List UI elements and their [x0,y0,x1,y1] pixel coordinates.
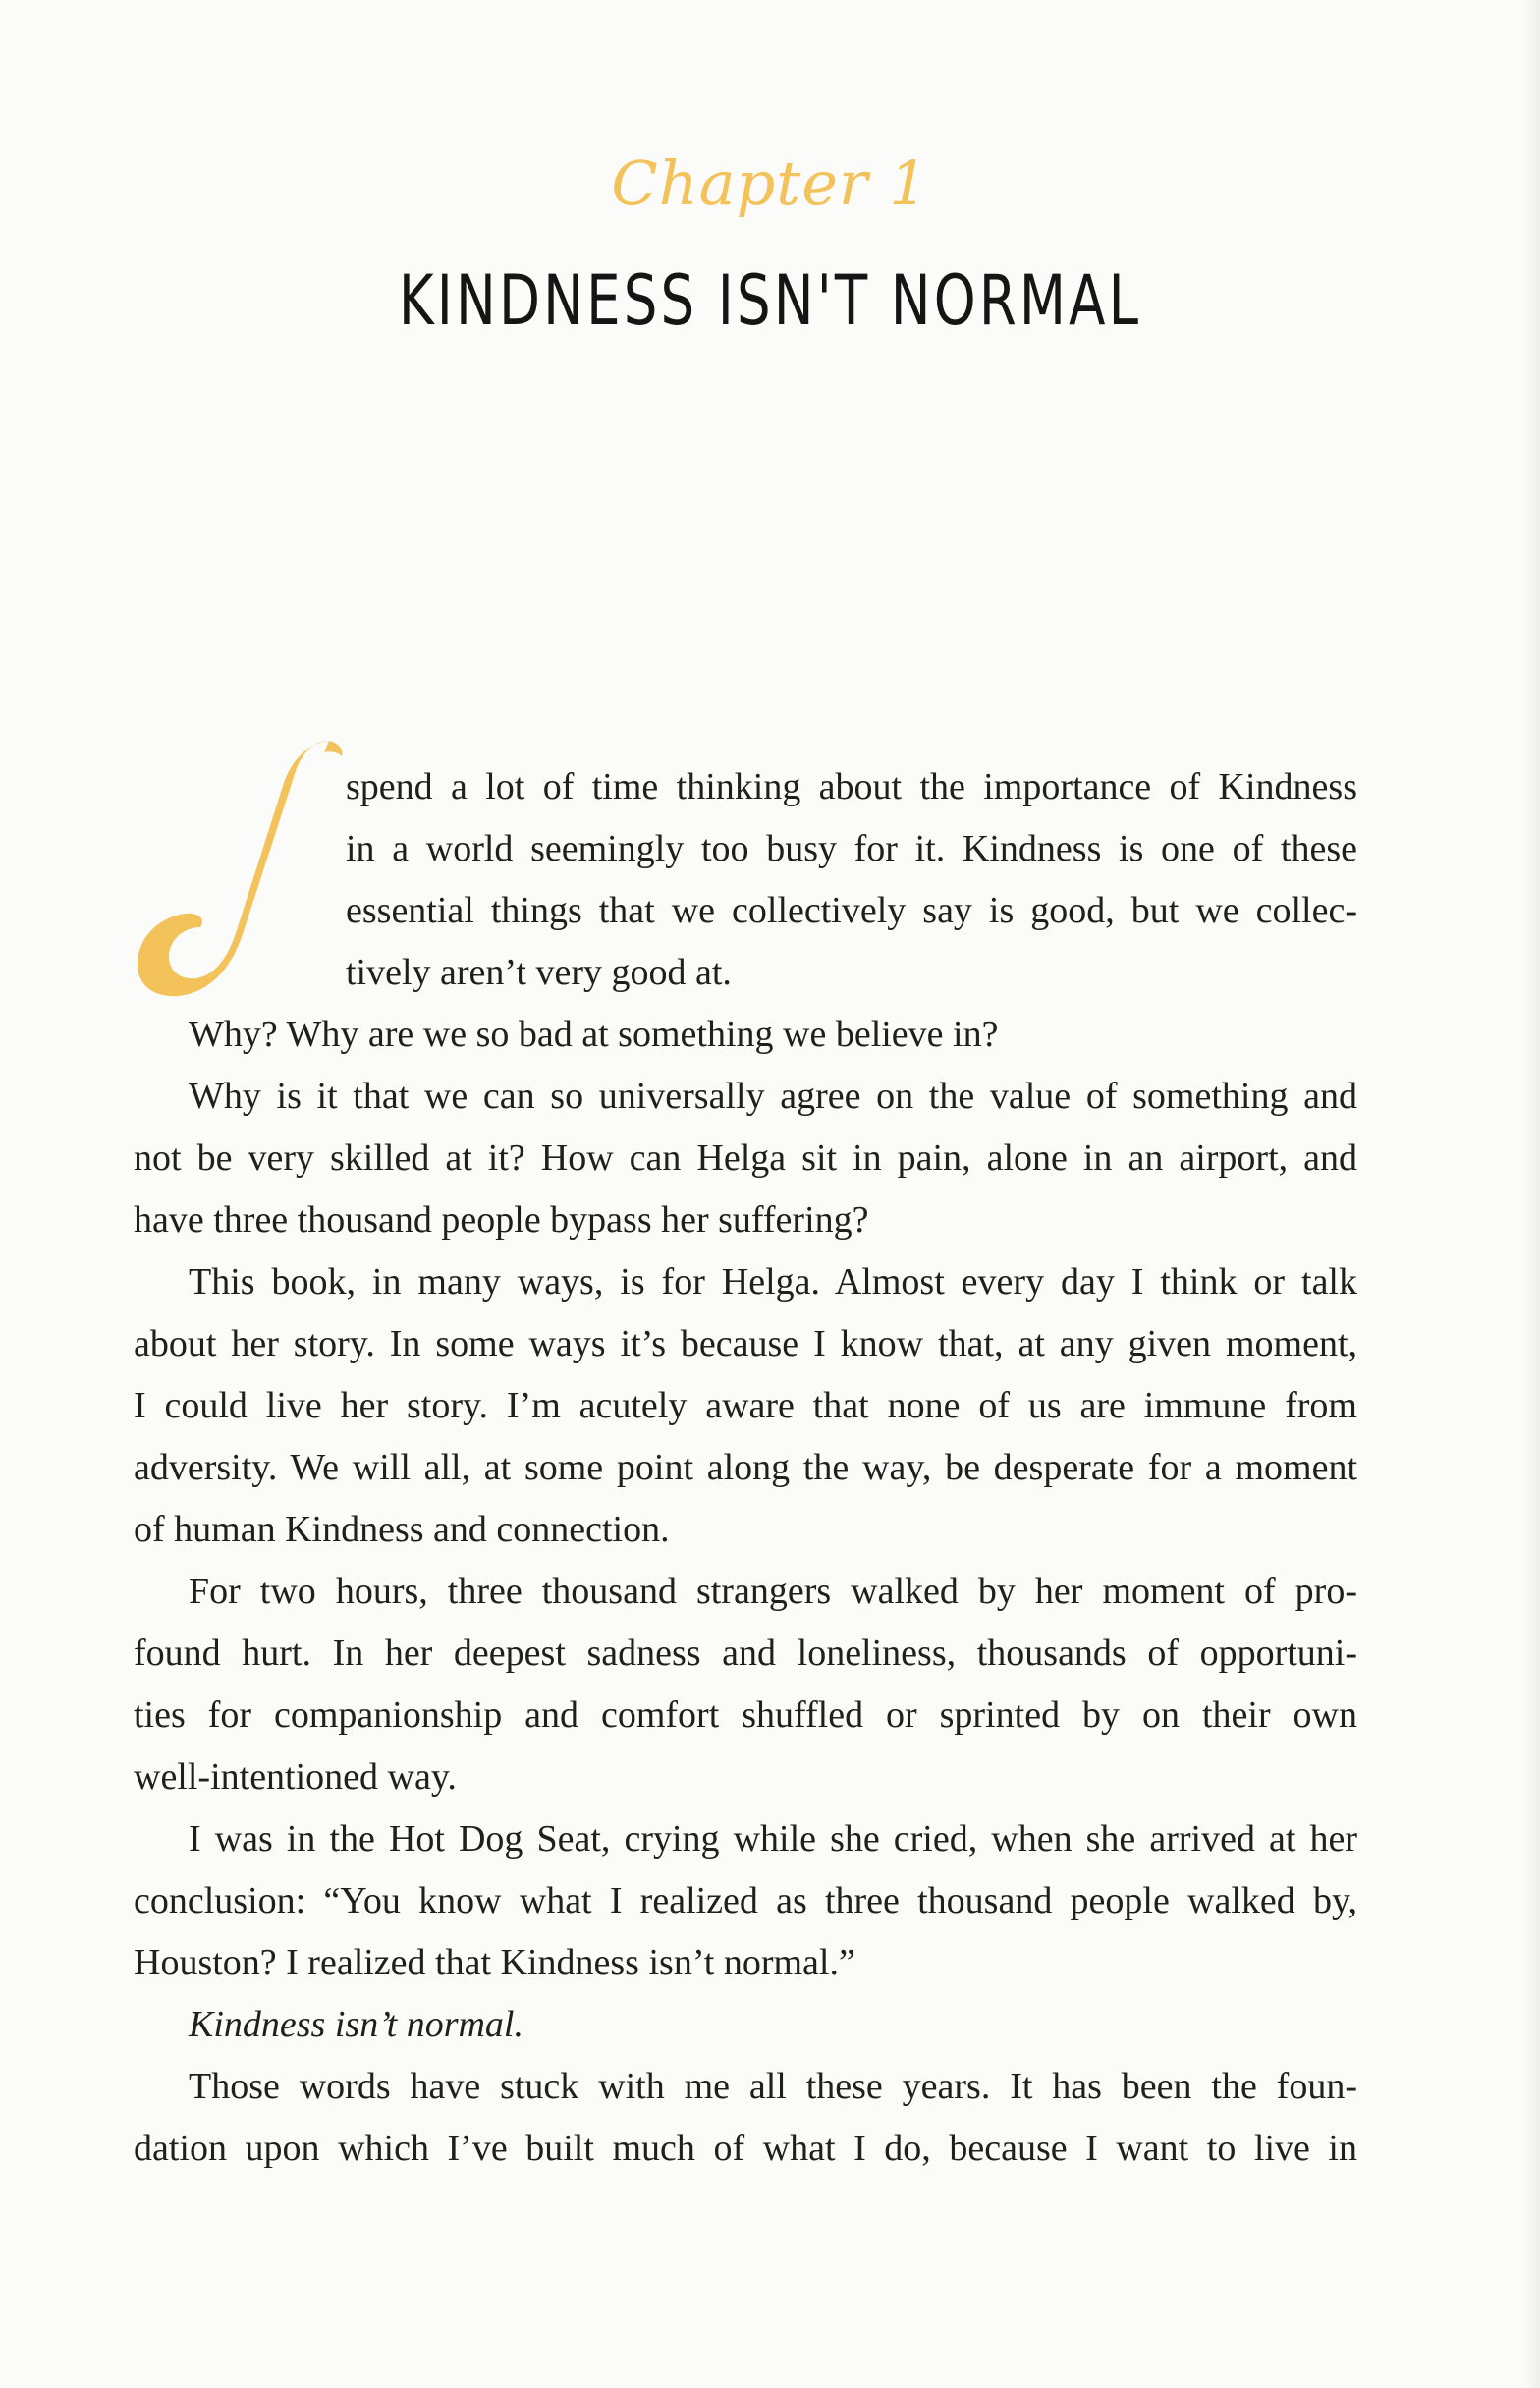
text-line: conclusion: “You know what I realized as three thousand people walked by, [134,1880,1357,1921]
chapter-title: KINDNESS ISN'T NORMAL [398,260,1142,341]
dropcap-i-icon [128,735,354,1010]
text-line: I could live her story. I’m acutely aware that none of us are immune from [134,1385,1357,1426]
dropcap-lines [346,756,1357,1004]
opening-paragraph [134,756,1357,1004]
emphasis-line: Kindness isn’t normal. [189,2004,523,2045]
text-line: This book, in many ways, is for Helga. Almost every day I think or talk [189,1261,1357,1303]
text-line: found hurt. In her deepest sadness and loneliness, thousands of opportuni- [134,1633,1357,1674]
paragraph [134,1251,1357,1561]
paragraph [134,1561,1357,1808]
paragraph [134,2056,1357,2180]
text-line: have three thousand people bypass her suffering? [134,1199,869,1241]
text-line: Those words have stuck with me all these years. It has been the foun- [189,2066,1357,2107]
text-line: essential things that we collectively say is good, but we collec- [346,890,1357,931]
text-line: about her story. In some ways it’s because I know that, at any given moment, [134,1323,1357,1364]
paragraph [134,1808,1357,1994]
paragraph [134,1994,1357,2056]
text-line: Houston? I realized that Kindness isn’t normal.” [134,1942,855,1983]
text-line: For two hours, three thousand strangers walked by her moment of pro- [189,1571,1357,1612]
text-line: in a world seemingly too busy for it. Kindness is one of these [346,828,1357,869]
text-line: dation upon which I’ve built much of what I do, because I want to live in [134,2128,1357,2169]
body-text [134,756,1357,2180]
text-line: ties for companionship and comfort shuffled or sprinted by on their own [134,1694,1357,1736]
text-line: not be very skilled at it? How can Helga sit in pain, alone in an airport, and [134,1138,1357,1179]
paragraph [134,1004,1357,1066]
text-line: Why is it that we can so universally agree on the value of something and [189,1076,1357,1117]
paragraph [134,1066,1357,1251]
text-line: well-intentioned way. [134,1756,457,1798]
page-edge-shadow [1522,0,1540,2388]
chapter-label: Chapter 1 [611,147,929,219]
text-line: adversity. We will all, at some point along the way, be desperate for a moment [134,1447,1357,1488]
text-line: I was in the Hot Dog Seat, crying while she cried, when she arrived at her [189,1818,1357,1860]
text-line: of human Kindness and connection. [134,1509,670,1550]
text-line: Why? Why are we so bad at something we believe in? [189,1014,999,1055]
text-line: spend a lot of time thinking about the importance of Kindness [346,766,1357,807]
text-line: tively aren’t very good at. [346,952,732,993]
